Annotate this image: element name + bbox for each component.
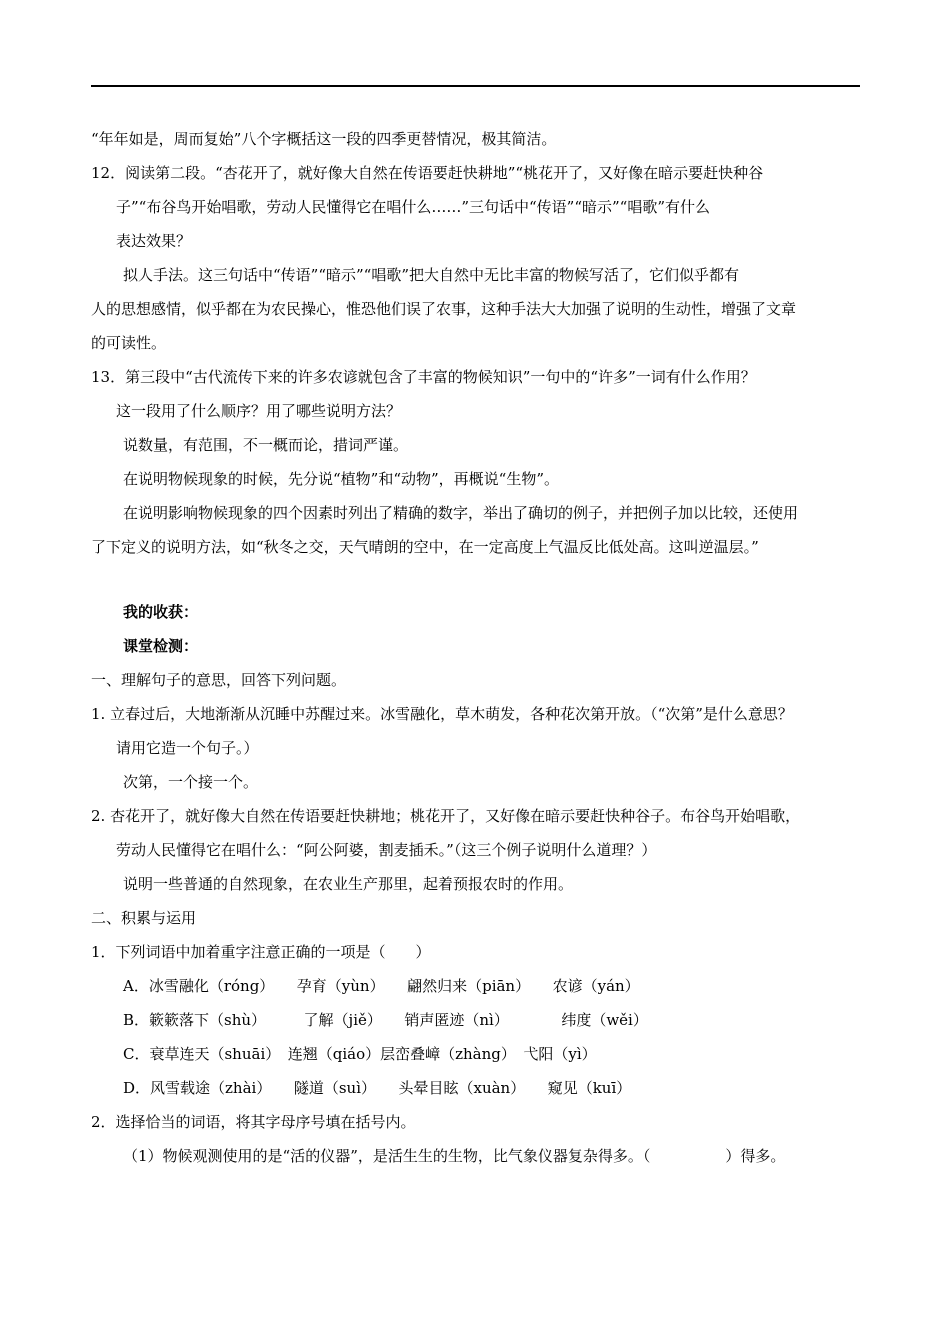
section-class-test: 课堂检测： <box>123 637 199 655</box>
question-12: 12．阅读第二段。“杏花开了，就好像大自然在传语要赶快耕地”“桃花开了，又好像在暗示要赶快种谷 <box>91 164 764 182</box>
question-12-cont: 子”“布谷鸟开始唱歌，劳动人民懂得它在唱什么……”三句话中“传语”“暗示”“唱歌”有什么 <box>116 198 711 216</box>
test-answer-1: 次第，一个接一个。 <box>123 773 259 791</box>
answer-13-cont: 了下定义的说明方法，如“秋冬之交，天气晴朗的空中，在一定高度上气温反比低处高。这叫逆温层。” <box>91 538 759 556</box>
answer-12-cont: 人的思想感情，似乎都在为农民操心，惟恐他们误了农事，这种手法大大加强了说明的生动性，增强了文章 <box>91 300 797 318</box>
answer-13: 说数量，有范围，不一概而论，措词严谨。 <box>123 436 409 454</box>
option-b: B．簌簌落下（shù） 了解（jiě） 销声匿迹（nì） 纬度（wěi） <box>123 1011 648 1029</box>
choice-question-2: 2．选择恰当的词语，将其字母序号填在括号内。 <box>91 1113 416 1131</box>
test-question-1-cont: 请用它造一个句子。） <box>116 739 259 757</box>
text-line: “年年如是，周而复始”八个字概括这一段的四季更替情况，极其简洁。 <box>91 130 557 148</box>
document-body <box>91 122 861 1173</box>
header-rule <box>91 85 860 87</box>
choice-question-2-item-1: （1）物候观测使用的是“活的仪器”，是活生生的生物，比气象仪器复杂得多。（ ）得多。 <box>123 1147 786 1165</box>
answer-12: 拟人手法。这三句话中“传语”“暗示”“唱歌”把大自然中无比丰富的物候写活了，它们似乎都有 <box>123 266 740 284</box>
spacer <box>91 564 861 595</box>
question-13: 13．第三段中“古代流传下来的许多农谚就包含了丰富的物候知识”一句中的“许多”一词有什么作用？ <box>91 368 756 386</box>
answer-12-cont: 的可读性。 <box>91 334 167 352</box>
option-c: C．衰草连天（shuāi） 连翘（qiáo）层峦叠嶂（zhàng） 弋阳（yì） <box>123 1045 597 1063</box>
answer-13: 在说明影响物候现象的四个因素时列出了精确的数字，举出了确切的例子，并把例子加以比较，还使用 <box>123 504 799 522</box>
question-12-cont: 表达效果？ <box>116 232 192 250</box>
answer-13: 在说明物候现象的时候，先分说“植物”和“动物”，再概说“生物”。 <box>123 470 560 488</box>
part-1-heading: 一、理解句子的意思，回答下列问题。 <box>91 671 347 689</box>
test-answer-2: 说明一些普通的自然现象，在农业生产那里，起着预报农时的作用。 <box>123 875 574 893</box>
test-question-2: 2. 杏花开了，就好像大自然在传语要赶快耕地；桃花开了，又好像在暗示要赶快种谷子。布谷鸟开始唱歌， <box>91 807 801 825</box>
test-question-2-cont: 劳动人民懂得它在唱什么：“阿公阿婆，割麦插禾。”（这三个例子说明什么道理？） <box>116 841 657 859</box>
section-harvest: 我的收获： <box>123 603 199 621</box>
question-13-cont: 这一段用了什么顺序？用了哪些说明方法？ <box>116 402 402 420</box>
option-a: A．冰雪融化（róng） 孕育（yùn） 翩然归来（piān） 农谚（yán） <box>123 977 640 995</box>
test-question-1: 1. 立春过后，大地渐渐从沉睡中苏醒过来。冰雪融化，草木萌发，各种花次第开放。（“次第”是什么意思？ <box>91 705 793 723</box>
part-2-heading: 二、积累与运用 <box>91 909 197 927</box>
choice-question-1: 1．下列词语中加着重字注意正确的一项是（ ） <box>91 943 431 961</box>
option-d: D．风雪载途（zhài） 隧道（suì） 头晕目眩（xuàn） 窥见（kuī） <box>123 1079 632 1097</box>
